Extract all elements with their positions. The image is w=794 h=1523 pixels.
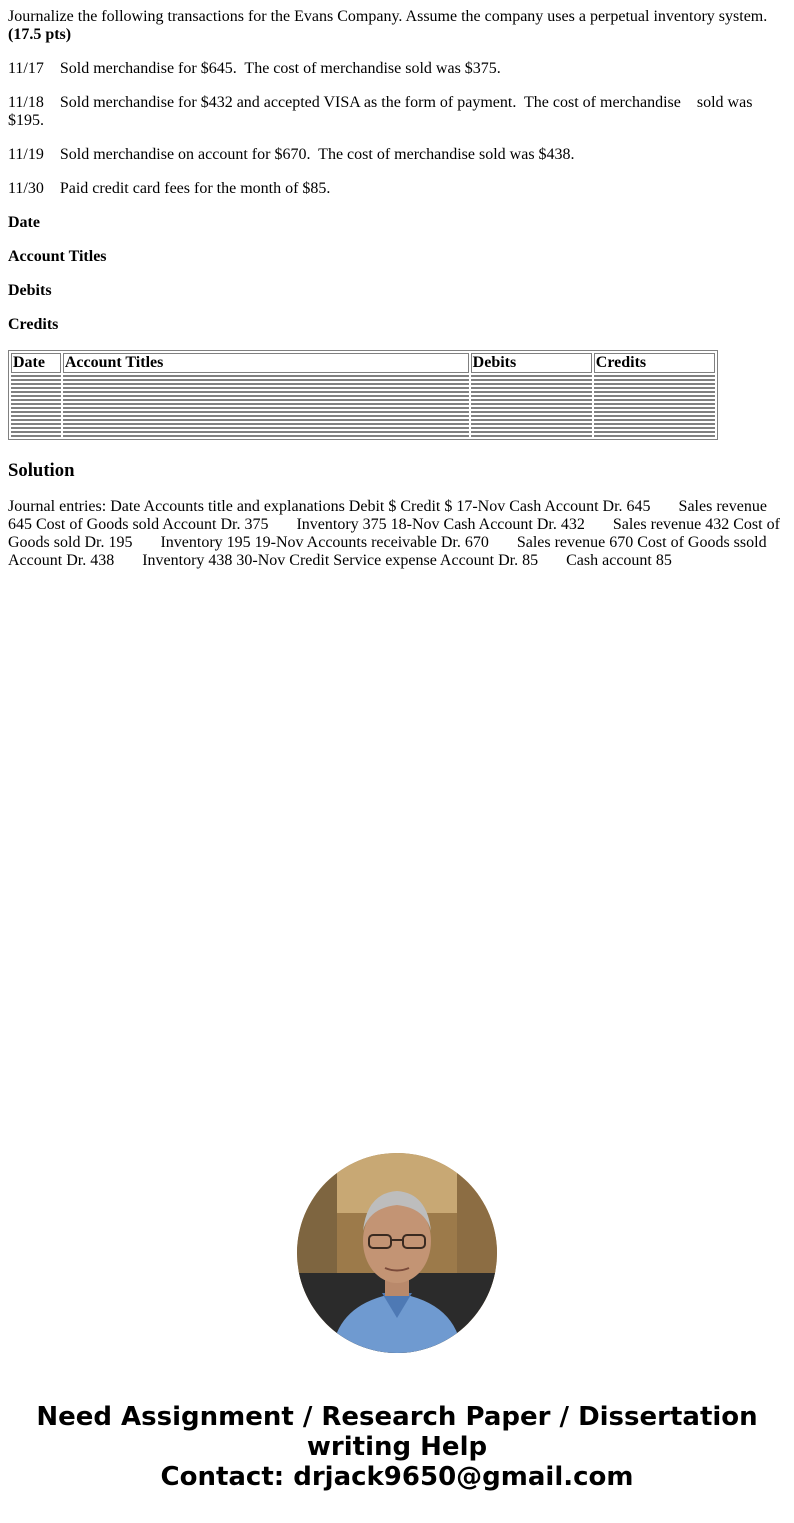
transaction-1130: 11/30 Paid credit card fees for the month of $85.: [8, 180, 331, 197]
document: [8, 8, 786, 570]
label-debits: Debits: [8, 282, 52, 299]
journal-cell: [63, 387, 469, 389]
journal-cell: [63, 415, 469, 417]
journal-cell: [594, 431, 715, 433]
journal-cell: [594, 423, 715, 425]
transaction-1119: 11/19 Sold merchandise on account for $670. The cost of merchandise sold was $438.: [8, 146, 575, 163]
journal-cell: [471, 407, 592, 409]
label-credits: Credits: [8, 316, 59, 333]
journal-cell: [471, 419, 592, 421]
question-intro: [8, 8, 786, 44]
journal-cell: [594, 415, 715, 417]
header-debits: Debits: [471, 353, 592, 373]
journal-cell: [11, 407, 61, 409]
journal-cell: [63, 383, 469, 385]
journal-cell: [594, 403, 715, 405]
journal-empty-row: [11, 431, 715, 433]
journal-cell: [471, 435, 592, 437]
journal-cell: [63, 431, 469, 433]
journal-cell: [11, 415, 61, 417]
solution-text: Journal entries: Date Accounts title and explanations Debit $ Credit $ 17-Nov Cash Account Dr. 645 Sales revenue 645 Cost of Goods sold Account Dr. 375 Inventory 375 18-Nov Cash Account Dr. 432 Sales revenue 432 Cost of Goods sold Dr. 195 Inventory 195 19-Nov Accounts receivable Dr. 670 Sales revenue 670 Cost of Goods ssold Account Dr. 438 Inventory 438 30-Nov Credit Service expense Account Dr. 85 Cash account 85: [8, 498, 784, 569]
journal-cell: [11, 383, 61, 385]
journal-empty-row: [11, 383, 715, 385]
journal-cell: [63, 411, 469, 413]
label-account-titles: Account Titles: [8, 248, 107, 265]
journal-cell: [63, 375, 469, 377]
journal-empty-row: [11, 415, 715, 417]
journal-cell: [63, 403, 469, 405]
transaction-1117: 11/17 Sold merchandise for $645. The cost of merchandise sold was $375.: [8, 60, 501, 77]
journal-cell: [594, 399, 715, 401]
journal-cell: [471, 383, 592, 385]
journal-cell: [594, 375, 715, 377]
journal-empty-row: [11, 395, 715, 397]
journal-cell: [11, 431, 61, 433]
promo-line-2: writing Help: [306, 1432, 488, 1462]
journal-cell: [471, 415, 592, 417]
journal-cell: [11, 387, 61, 389]
journal-empty-row: [11, 375, 715, 377]
journal-cell: [471, 411, 592, 413]
promo-contact: Contact: drjack9650@gmail.com: [160, 1462, 634, 1492]
journal-cell: [11, 379, 61, 381]
journal-cell: [63, 407, 469, 409]
journal-cell: [471, 423, 592, 425]
journal-cell: [11, 435, 61, 437]
journal-cell: [63, 379, 469, 381]
journal-cell: [63, 435, 469, 437]
journal-cell: [11, 395, 61, 397]
journal-cell: [594, 387, 715, 389]
journal-empty-row: [11, 407, 715, 409]
author-photo: [297, 1153, 497, 1353]
author-avatar: [297, 1153, 497, 1353]
journal-empty-row: [11, 435, 715, 437]
journal-cell: [11, 403, 61, 405]
transaction-1118: 11/18 Sold merchandise for $432 and accepted VISA as the form of payment. The cost of merchandise sold was $195.: [8, 94, 757, 129]
journal-cell: [594, 383, 715, 385]
journal-cell: [11, 411, 61, 413]
promo-line-1: Need Assignment / Research Paper / Dissertation: [36, 1402, 758, 1432]
journal-cell: [11, 423, 61, 425]
promo-banner: [0, 1402, 794, 1492]
journal-cell: [11, 399, 61, 401]
journal-cell: [594, 395, 715, 397]
journal-cell: [594, 427, 715, 429]
journal-cell: [471, 387, 592, 389]
journal-cell: [63, 427, 469, 429]
label-date: Date: [8, 214, 40, 231]
journal-cell: [11, 391, 61, 393]
journal-cell: [594, 379, 715, 381]
question-points: (17.5 pts): [8, 26, 72, 43]
solution-title: Solution: [8, 460, 75, 481]
journal-cell: [594, 391, 715, 393]
journal-cell: [63, 399, 469, 401]
header-date: Date: [11, 353, 61, 373]
journal-cell: [11, 419, 61, 421]
journal-cell: [63, 391, 469, 393]
journal-cell: [11, 375, 61, 377]
journal-cell: [594, 435, 715, 437]
journal-empty-row: [11, 387, 715, 389]
journal-cell: [471, 395, 592, 397]
journal-cell: [471, 431, 592, 433]
journal-cell: [594, 407, 715, 409]
journal-cell: [11, 427, 61, 429]
journal-cell: [471, 379, 592, 381]
journal-empty-row: [11, 423, 715, 425]
journal-cell: [594, 419, 715, 421]
journal-empty-row: [11, 419, 715, 421]
journal-empty-row: [11, 399, 715, 401]
journal-cell: [63, 395, 469, 397]
journal-empty-row: [11, 427, 715, 429]
journal-empty-row: [11, 379, 715, 381]
journal-cell: [63, 419, 469, 421]
header-credits: Credits: [594, 353, 715, 373]
journal-cell: [471, 399, 592, 401]
journal-cell: [594, 411, 715, 413]
journal-cell: [471, 403, 592, 405]
journal-header-row: [11, 353, 715, 373]
journal-empty-row: [11, 391, 715, 393]
journal-body: [11, 375, 715, 437]
journal-empty-row: [11, 403, 715, 405]
journal-table: [8, 350, 718, 440]
journal-cell: [471, 427, 592, 429]
journal-empty-row: [11, 411, 715, 413]
journal-cell: [63, 423, 469, 425]
journal-cell: [471, 375, 592, 377]
question-text: Journalize the following transactions for the Evans Company. Assume the company uses a perpetual inventory system.: [8, 8, 768, 25]
header-account-titles: Account Titles: [63, 353, 469, 373]
journal-cell: [471, 391, 592, 393]
